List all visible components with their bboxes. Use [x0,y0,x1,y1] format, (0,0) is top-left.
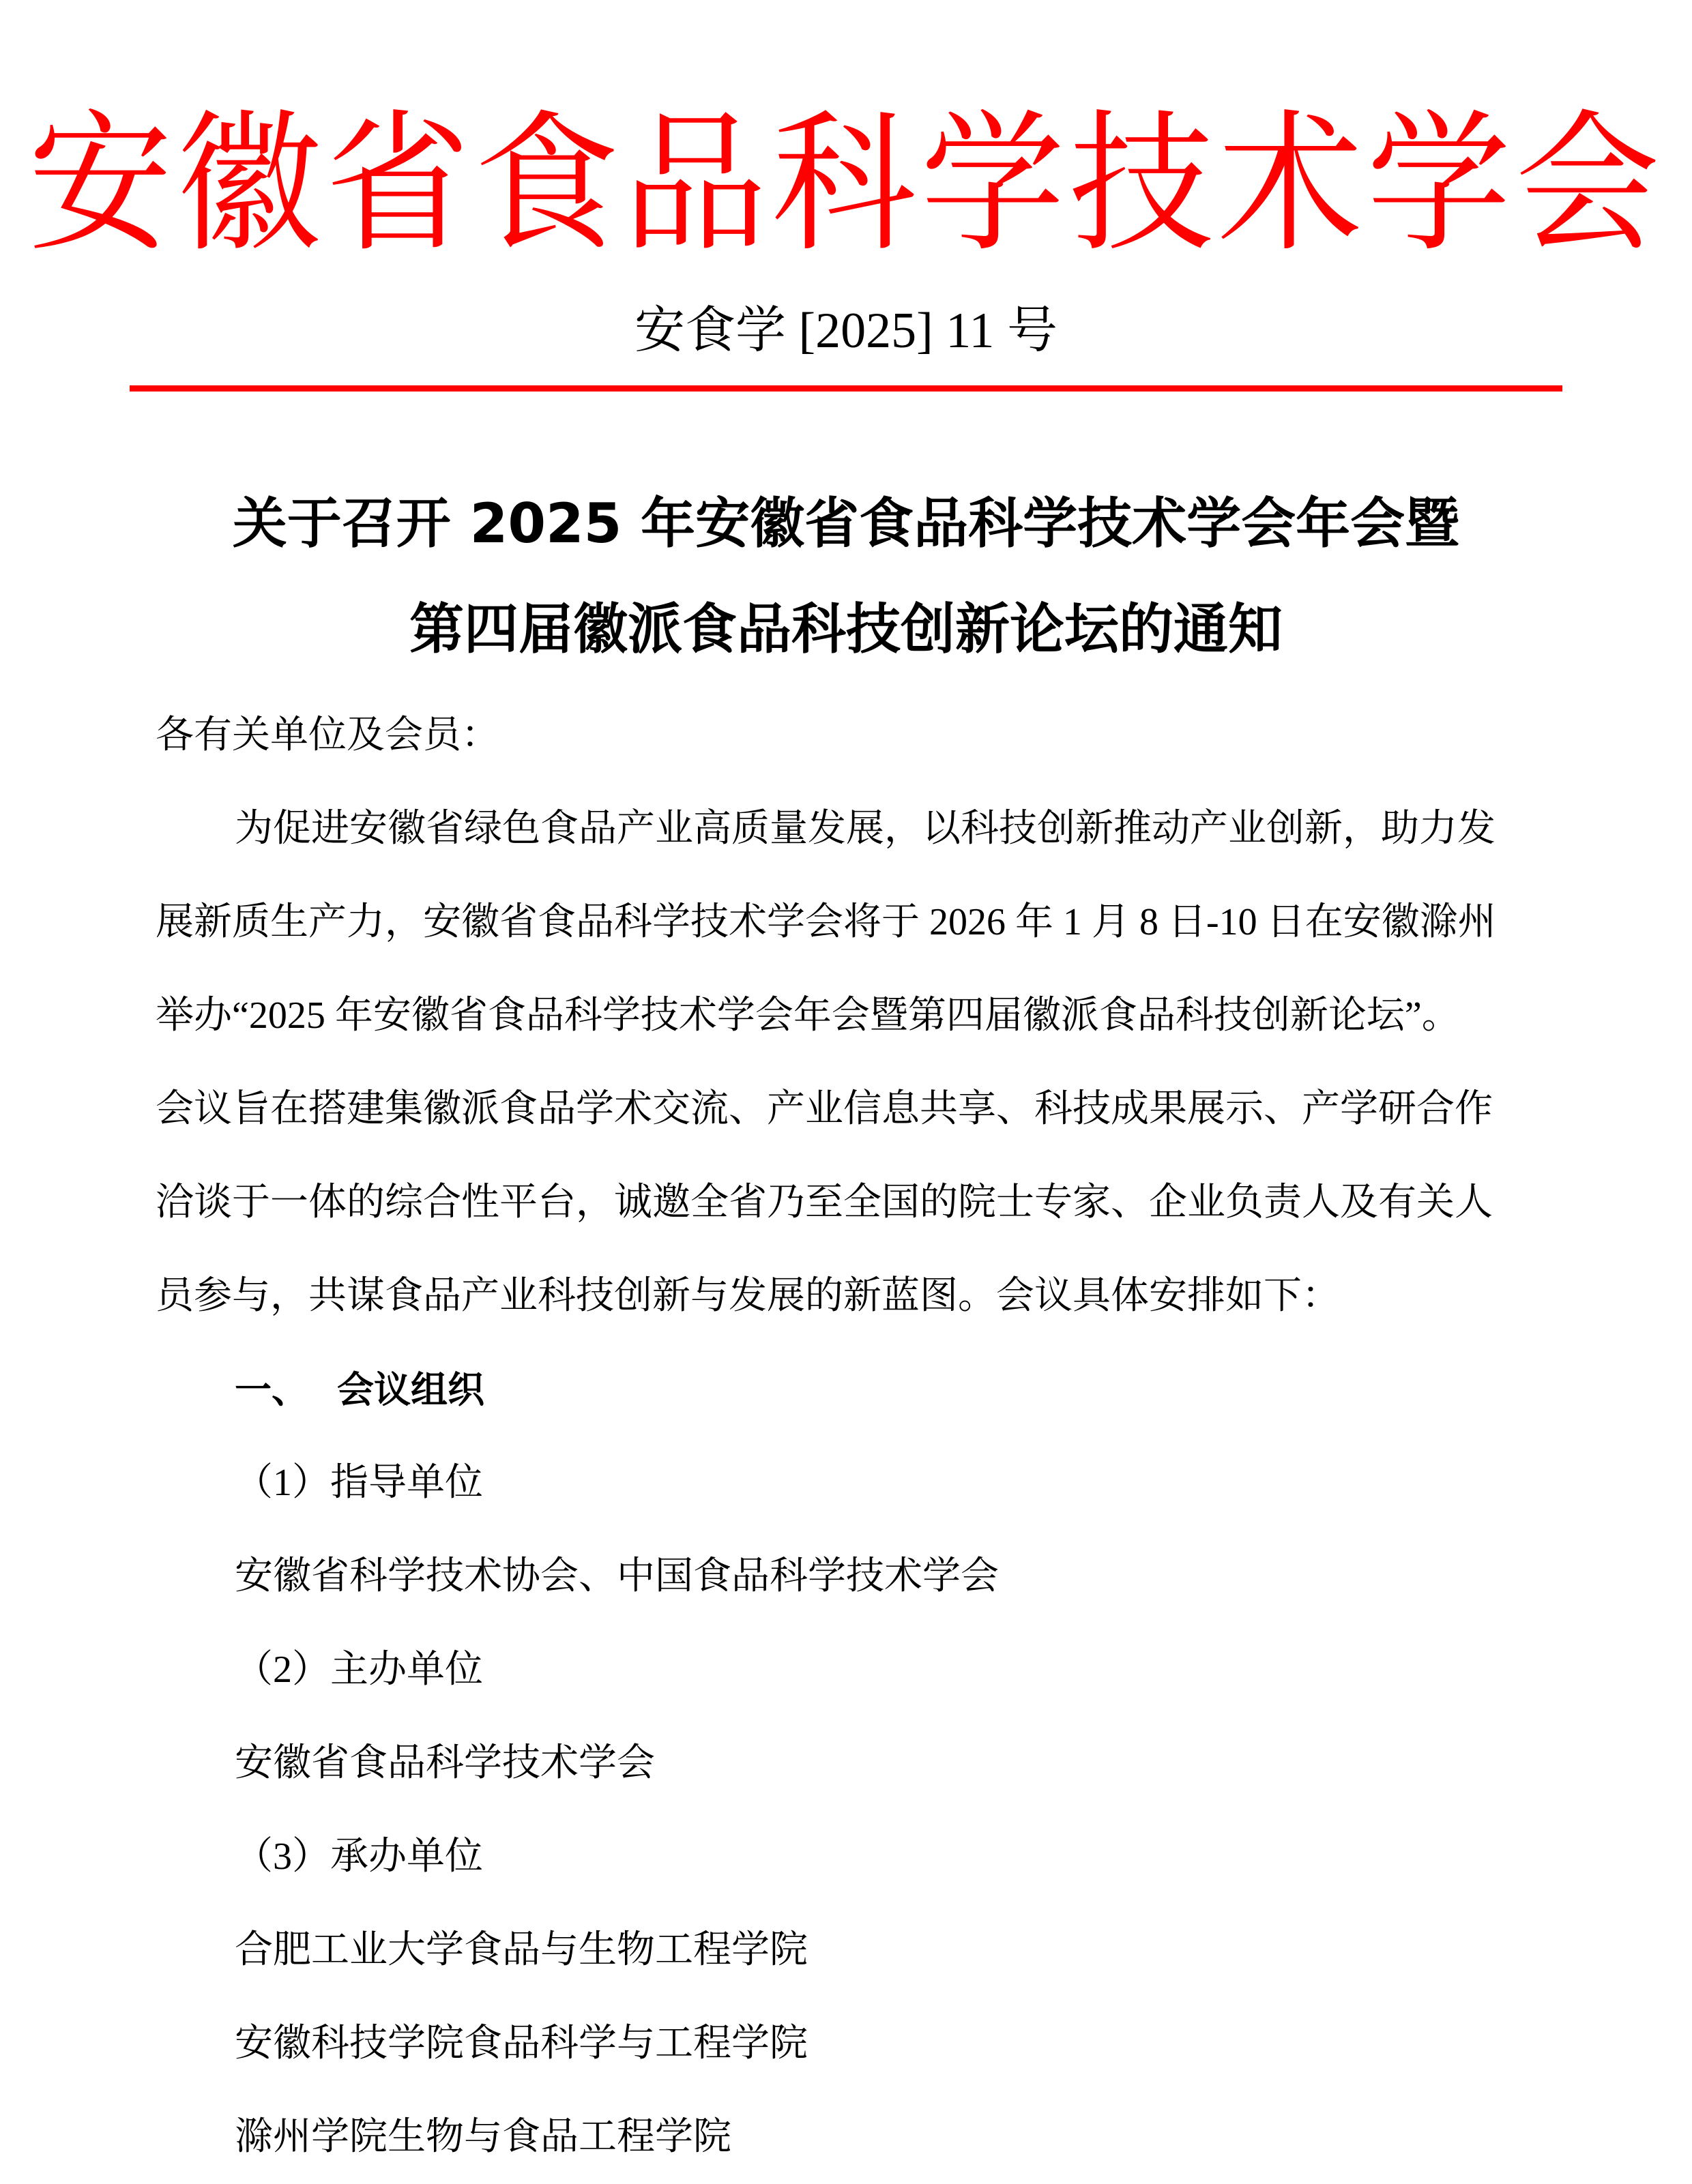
notice-title-line-1: 关于召开 2025 年安徽省食品科学技术学会年会暨 [232,492,1460,555]
document-number: 安食学 [2025] 11 号 [634,303,1058,359]
subsection-label-host-unit: （2）主办单位 [235,1649,483,1691]
subsection-label-organizing-unit: （3）承办单位 [235,1835,483,1878]
organization-masthead: 安徽省食品科学技术学会 [28,95,1664,273]
section-title: 会议组织 [337,1368,484,1411]
organizing-unit-item: 安徽科技学院食品科学与工程学院 [235,2022,808,2065]
paragraph-line: 会议旨在搭建集徽派食品学术交流、产业信息共享、科技成果展示、产学研合作 [156,1088,1493,1130]
paragraph-line: 洽谈于一体的综合性平台，诚邀全省乃至全国的院士专家、企业负责人及有关人 [156,1181,1493,1224]
section-number: 一、 [235,1368,308,1411]
paragraph-line: 展新质生产力，安徽省食品科学技术学会将于 2026 年 1 月 8 日-10 日在安徽滁州 [156,901,1496,943]
subsection-label-guiding-unit: （1）指导单位 [235,1462,483,1504]
paragraph-line: 员参与，共谋食品产业科技创新与发展的新蓝图。会议具体安排如下： [156,1275,1340,1317]
paragraph-line: 举办“2025 年安徽省食品科学技术学会年会暨第四届徽派食品科技创新论坛”。 [156,994,1460,1037]
organizing-unit-item: 合肥工业大学食品与生物工程学院 [235,1929,808,1971]
organizing-unit-item: 滁州学院生物与食品工程学院 [235,2116,731,2158]
section-heading-meeting-organization [156,1343,1547,1436]
salutation: 各有关单位及会员： [156,714,499,756]
notice-title-line-2: 第四届徽派食品科技创新论坛的通知 [409,597,1283,661]
paragraph-line: 为促进安徽省绿色食品产业高质量发展，以科技创新推动产业创新，助力发 [235,808,1496,850]
intro-paragraph [156,782,1547,1343]
notice-title [0,471,1692,682]
guiding-unit-item: 安徽省科学技术协会、中国食品科学技术学会 [235,1555,999,1597]
red-divider-line [130,385,1562,392]
host-unit-item: 安徽省食品科学技术学会 [235,1742,655,1784]
notice-body [156,689,1547,2184]
